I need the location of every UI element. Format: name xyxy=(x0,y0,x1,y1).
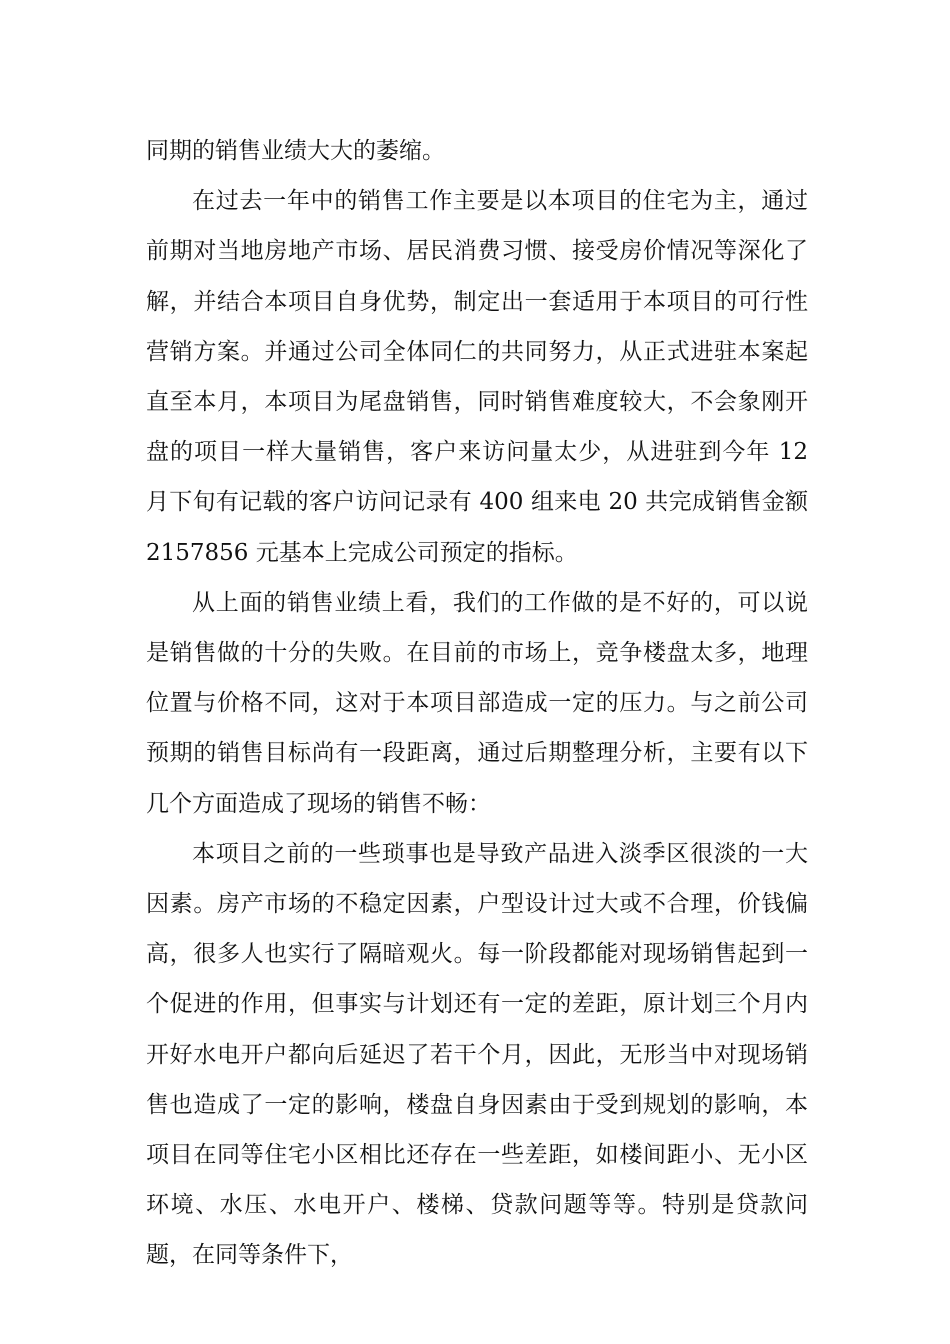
body-text xyxy=(146,126,808,1281)
paragraph-continuation: 同期的销售业绩大大的萎缩。 xyxy=(146,138,445,164)
paragraph-sales-analysis: 从上面的销售业绩上看，我们的工作做的是不好的，可以说是销售做的十分的失败。在目前的市场上，竞争楼盘太多，地理位置与价格不同，这对于本项目部造成一定的压力。与之前公司预期的销售目标尚有一段距离，通过后期整理分析，主要有以下几个方面造成了现场的销售不畅： xyxy=(146,589,808,817)
paragraph-factors: 本项目之前的一些琐事也是导致产品进入淡季区很淡的一大因素。房产市场的不稳定因素，户型设计过大或不合理，价钱偏高，很多人也实行了隔暗观火。每一阶段都能对现场销售起到一个促进的作用，但事实与计划还有一定的差距，原计划三个月内开好水电开户都向后延迟了若干个月，因此，无形当中对现场销售也造成了一定的影响，楼盘自身因素由于受到规划的影响，本项目在同等住宅小区相比还存在一些差距，如楼间距小、无小区环境、水压、水电开户、楼梯、贷款问题等等。特别是贷款问题，在同等条件下， xyxy=(146,840,808,1269)
paragraph-sales-work: 在过去一年中的销售工作主要是以本项目的住宅为主，通过前期对当地房地产市场、居民消费习惯、接受房价情况等深化了解，并结合本项目自身优势，制定出一套适用于本项目的可行性营销方案。并通过公司全体同仁的共同努力，从正式进驻本案起直至本月，本项目为尾盘销售，同时销售难度较大，不会象刚开盘的项目一样大量销售，客户来访问量太少，从进驻到今年 12 月下旬有记载的客户访问记录有 400 组来电 20 共完成销售金额 2157856 元基本上完成公司预定的指标。 xyxy=(146,188,808,566)
